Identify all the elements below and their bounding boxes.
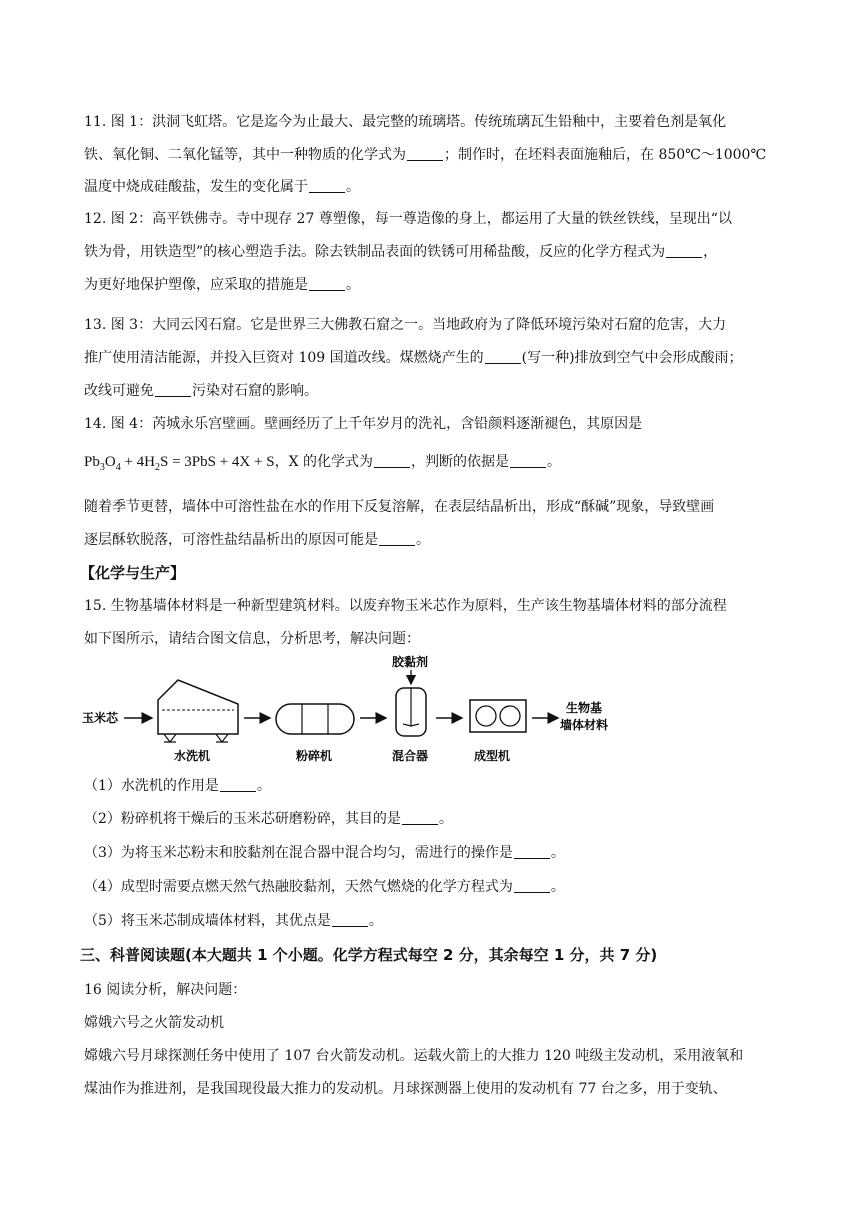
q15-sub-3-end: 。	[550, 845, 565, 861]
q11-text-2b: ；制作时，在坯料表面施釉后，在 850℃～1000℃	[444, 147, 767, 163]
mixer-icon	[396, 688, 426, 736]
q13-line-3	[84, 381, 318, 401]
q13-line-2	[84, 348, 743, 368]
q15-sub-3	[84, 843, 565, 863]
q14-text-3: 随着季节更替，墙体中可溶性盐在水的作用下反复溶解，在表层结晶析出，形成“酥碱”现象，导致壁画	[84, 499, 715, 515]
process-flow-diagram	[80, 652, 640, 767]
q11-text-3a: 温度中烧成硅酸盐，发生的变化属于	[84, 179, 308, 195]
q14-text-4b: 。	[416, 532, 430, 548]
q15-blank-2[interactable]	[402, 810, 438, 825]
diagram-crusher-label: 粉碎机	[296, 749, 333, 763]
q15-sub-5	[84, 911, 383, 931]
q15-text-2: 如下图所示，请结合图文信息，分析思考，解决问题：	[84, 631, 420, 647]
section-heading-production: 【化学与生产】	[80, 564, 186, 582]
q14-blank-x[interactable]	[374, 453, 410, 468]
q11-line-1	[84, 112, 726, 132]
q14-equation-line	[84, 452, 561, 478]
q15-sub-2-text: （2）粉碎机将干燥后的玉米芯研磨粉碎，其目的是	[84, 811, 401, 827]
q15-sub-2	[84, 809, 453, 829]
diagram-output-label-2: 墙体材料	[560, 718, 609, 732]
q15-sub-4-text: （4）成型时需要点燃天然气热融胶黏剂，天然气燃烧的化学方程式为	[84, 879, 513, 895]
diagram-glue-label: 胶黏剂	[392, 655, 429, 669]
q14-text-1: 14. 图 4：芮城永乐宫壁画。壁画经历了上千年岁月的洗礼，含铅颜料逐渐褪色，其原因是	[84, 416, 643, 432]
q11-line-2	[84, 145, 766, 165]
diagram-input-label: 玉米芯	[82, 711, 119, 725]
q15-sub-1	[84, 776, 271, 796]
q15-sub-1-end: 。	[256, 778, 271, 794]
q12-text-2b: ，	[703, 244, 718, 260]
q13-text-1: 13. 图 3：大同云冈石窟。它是世界三大佛教石窟之一。当地政府为了降低环境污染对石窟的危害，大力	[84, 317, 727, 333]
q16-line-1: 16 阅读分析，解决问题：	[84, 982, 247, 998]
q16-article-title: 嫦娥六号之火箭发动机	[84, 1015, 224, 1031]
q12-text-2a: 铁为骨，用铁造型”的核心塑造手法。除去铁制品表面的铁锈可用稀盐酸，反应的化学方程式为	[84, 244, 666, 260]
q13-text-2b: (写一种)排放到空气中会形成酸雨；	[521, 350, 743, 366]
q12-line-1	[84, 209, 732, 229]
q15-blank-1[interactable]	[220, 777, 256, 792]
q12-blank-equation[interactable]	[666, 243, 702, 258]
q12-text-1: 12. 图 2：高平铁佛寺。寺中现存 27 尊塑像，每一尊造像的身上，都运用了大量的铁丝铁线，呈现出“以	[84, 211, 732, 227]
q15-sub-3-text: （3）为将玉米芯粉末和胶黏剂在混合器中混合均匀，需进行的操作是	[84, 845, 513, 861]
q12-line-2	[84, 242, 717, 262]
diagram-washer-label: 水洗机	[174, 749, 211, 763]
q15-blank-5[interactable]	[332, 912, 368, 927]
q15-sub-4-end: 。	[550, 879, 565, 895]
q12-line-3	[84, 275, 360, 295]
molding-machine-icon	[470, 700, 526, 732]
q12-blank-measure[interactable]	[309, 276, 345, 291]
q12-text-3b: 。	[346, 277, 360, 293]
diagram-molder-label: 成型机	[474, 749, 511, 763]
q14-text-4a: 逐层酥软脱落，可溶性盐结晶析出的原因可能是	[84, 532, 378, 548]
q13-blank-gas[interactable]	[485, 349, 521, 364]
q11-blank-change[interactable]	[309, 178, 345, 193]
q11-text-1: 11. 图 1：洪洞飞虹塔。它是迄今为止最大、最完整的琉璃塔。传统琉璃瓦生铅釉中，主要着色剂是氧化	[84, 114, 727, 130]
q14-line-1	[84, 414, 642, 434]
q15-blank-4[interactable]	[514, 878, 550, 893]
q14-line-4	[84, 530, 430, 550]
q13-text-3a: 改线可避免	[84, 383, 154, 399]
q12-text-3a: 为更好地保护塑像，应采取的措施是	[84, 277, 308, 293]
q14-equation: $Pb_3O_4 + 4H_2S = 3PbS + 4X + S$	[84, 454, 275, 473]
q13-text-3b: 污染对石窟的影响。	[192, 383, 318, 399]
q13-line-1	[84, 315, 726, 335]
section-heading-3: 三、科普阅读题(本大题共 1 个小题。化学方程式每空 2 分，其余每空 1 分，共 7 分)	[80, 946, 658, 964]
q15-sub-1-text: （1）水洗机的作用是	[84, 778, 219, 794]
diagram-output-label-1: 生物基	[566, 701, 603, 715]
q15-sub-5-text: （5）将玉米芯制成墙体材料，其优点是	[84, 913, 331, 929]
q15-sub-2-end: 。	[438, 811, 453, 827]
q11-blank-formula[interactable]	[407, 146, 443, 161]
q15-blank-3[interactable]	[514, 844, 550, 859]
q15-line-2	[84, 629, 420, 649]
crusher-machine-icon	[276, 704, 354, 734]
q16-line-4: 煤油作为推进剂，是我国现役最大推力的发动机。月球探测器上使用的发动机有 77 台之多，用于变轨、	[84, 1081, 727, 1097]
q11-line-3	[84, 177, 360, 197]
q13-blank-pollution[interactable]	[155, 382, 191, 397]
q13-text-2: 推广使用清洁能源，并投入巨资对 109 国道改线。煤燃烧产生的	[84, 350, 484, 366]
q14-text-end: 。	[547, 454, 561, 470]
q14-line-3	[84, 497, 714, 517]
q15-sub-4	[84, 877, 565, 897]
q14-text-basis: ，判断的依据是	[411, 454, 509, 470]
q14-blank-reason[interactable]	[379, 531, 415, 546]
q16-line-3: 嫦娥六号月球探测任务中使用了 107 台火箭发动机。运载火箭上的大推力 120 吨级主发动机，采用液氧和	[84, 1048, 744, 1064]
q15-sub-5-end: 。	[368, 913, 383, 929]
washer-machine-icon	[158, 680, 238, 742]
diagram-mixer-label: 混合器	[392, 749, 429, 763]
q15-line-1	[84, 596, 727, 616]
q11-text-2a: 铁、氧化铜、二氧化锰等，其中一种物质的化学式为	[84, 147, 406, 163]
q11-text-3b: 。	[346, 179, 360, 195]
q14-blank-basis[interactable]	[510, 453, 546, 468]
q15-text-1: 15. 生物基墙体材料是一种新型建筑材料。以废弃物玉米芯作为原料，生产该生物基墙体材料的部分流程	[84, 598, 727, 614]
q14-text-x: ，X 的化学式为	[274, 454, 373, 470]
